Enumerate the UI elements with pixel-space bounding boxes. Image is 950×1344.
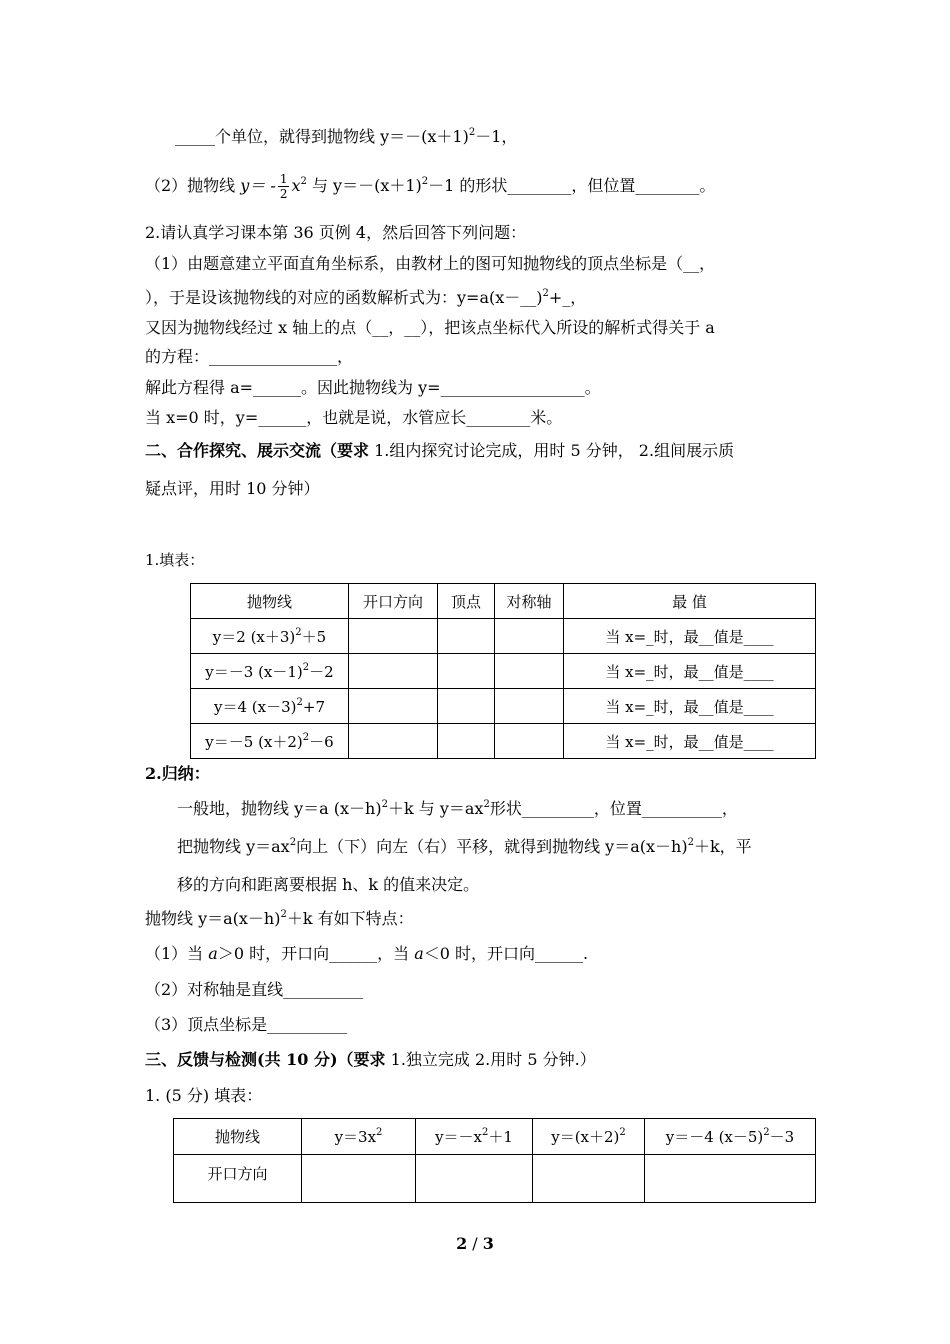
table-row [191, 724, 816, 759]
table-header: $y=(x+2)^2$ [533, 1119, 645, 1155]
table-row [191, 689, 816, 724]
blank-cell [495, 654, 564, 689]
blank-cell [438, 689, 495, 724]
blank-cell [438, 724, 495, 759]
blank-cell [416, 1155, 533, 1203]
features-intro: 抛物线 $y=a(x-h)^2+k$ 有如下特点： [145, 909, 414, 928]
table-header: 顶点 [438, 584, 495, 619]
table-header: $y=3x^2$ [302, 1119, 416, 1155]
feature-2: （2）对称轴是直线__________ [145, 980, 364, 999]
table-header: 开口方向 [349, 584, 438, 619]
section-3-heading: 三、反馈与检测(共 10 分)（要求 1.独立完成 2.用时 5 分钟.） [145, 1050, 596, 1069]
blank-cell [495, 619, 564, 654]
row-label: 开口方向 [174, 1155, 302, 1203]
parabola-cell: y＝2 $(x+3)^2+5$ [191, 619, 349, 654]
fill-table-label: 1.填表： [145, 551, 205, 569]
table-header: 抛物线 [174, 1119, 302, 1155]
blank-cell [349, 619, 438, 654]
feature-3: （3）顶点坐标是__________ [145, 1015, 348, 1034]
parabola-cell: y＝4 $(x-3)^2+7$ [191, 689, 349, 724]
table-row [174, 1155, 816, 1203]
line-9: 当 x=0 时，y=______，也就是说，水管应长________米。 [145, 408, 563, 427]
line-1: _____个单位，就得到抛物线 $y=-(x+1)^2-1$， [175, 127, 518, 146]
table-row [191, 619, 816, 654]
summary-line-2: 把抛物线 $y=ax^2$向上（下）向左（右）平移，就得到抛物线 $y=a(x-h)^2+k$，平 [177, 837, 752, 856]
fraction-one-half: $\frac{1}{2}$ [279, 172, 288, 201]
line-6: 又因为抛物线经过 x 轴上的点（__，__），把该点坐标代入所设的解析式得关于 a [145, 318, 715, 337]
extreme-value-cell: 当 x=_时，最__值是____ [564, 654, 816, 689]
summary-line-1: 一般地，抛物线 y＝a $(x-h)^2+k$ 与 $y=ax^2$形状_________，位置__________， [177, 799, 738, 818]
page-number: 2 / 3 [456, 1234, 494, 1253]
line-4: （1）由题意建立平面直角坐标系，由教材上的图可知抛物线的顶点坐标是（__， [145, 254, 716, 273]
table-header: y＝－4 $(x-5)^2-3$ [645, 1119, 816, 1155]
line-5: ），于是设该抛物线的对应的函数解析式为：y=a(x－__)$^2$+_， [145, 288, 587, 307]
blank-cell [438, 619, 495, 654]
summary-heading: 2.归纳： [145, 764, 210, 783]
table-header: $y=-x^2+1$ [416, 1119, 533, 1155]
table-header: 抛物线 [191, 584, 349, 619]
blank-cell [495, 724, 564, 759]
line-7: 的方程：________________， [145, 347, 354, 366]
table-header: 最 值 [564, 584, 816, 619]
extreme-value-cell: 当 x=_时，最__值是____ [564, 619, 816, 654]
blank-cell [645, 1155, 816, 1203]
blank-cell [349, 689, 438, 724]
blank-cell [302, 1155, 416, 1203]
feature-1: （1）当 a＞0 时，开口向______，当 a＜0 时，开口向______. [145, 944, 589, 963]
blank-cell [495, 689, 564, 724]
line-8: 解此方程得 a=______。因此抛物线为 y=__________________。 [145, 378, 601, 397]
table-feedback [173, 1118, 816, 1203]
blank-cell [438, 654, 495, 689]
extreme-value-cell: 当 x=_时，最__值是____ [564, 724, 816, 759]
line-2: （2）抛物线 y＝ - $\frac{1}{2}$ $x^2$ 与 $y=-(x+1)^2-1$ 的形状________，但位置________。 [145, 172, 716, 201]
table-header: 对称轴 [495, 584, 564, 619]
question-1: 1. (5 分) 填表： [145, 1086, 263, 1105]
blank-cell [533, 1155, 645, 1203]
table-row [191, 654, 816, 689]
blank-cell [349, 654, 438, 689]
summary-line-3: 移的方向和距离要根据 h、k 的值来决定。 [177, 875, 480, 894]
section-2-heading-line2: 疑点评，用时 10 分钟） [145, 479, 320, 498]
line-3: 2.请认真学习课本第 36 页例 4，然后回答下列问题： [145, 223, 527, 242]
parabola-cell: y＝－5 $(x+2)^2-6$ [191, 724, 349, 759]
extreme-value-cell: 当 x=_时，最__值是____ [564, 689, 816, 724]
parabola-cell: y＝－3 $(x-1)^2-2$ [191, 654, 349, 689]
table-parabola-properties [190, 583, 816, 759]
blank-cell [349, 724, 438, 759]
section-2-heading: 二、合作探究、展示交流（要求 1.组内探究讨论完成，用时 5 分钟， 2.组间展示质 [145, 441, 735, 460]
